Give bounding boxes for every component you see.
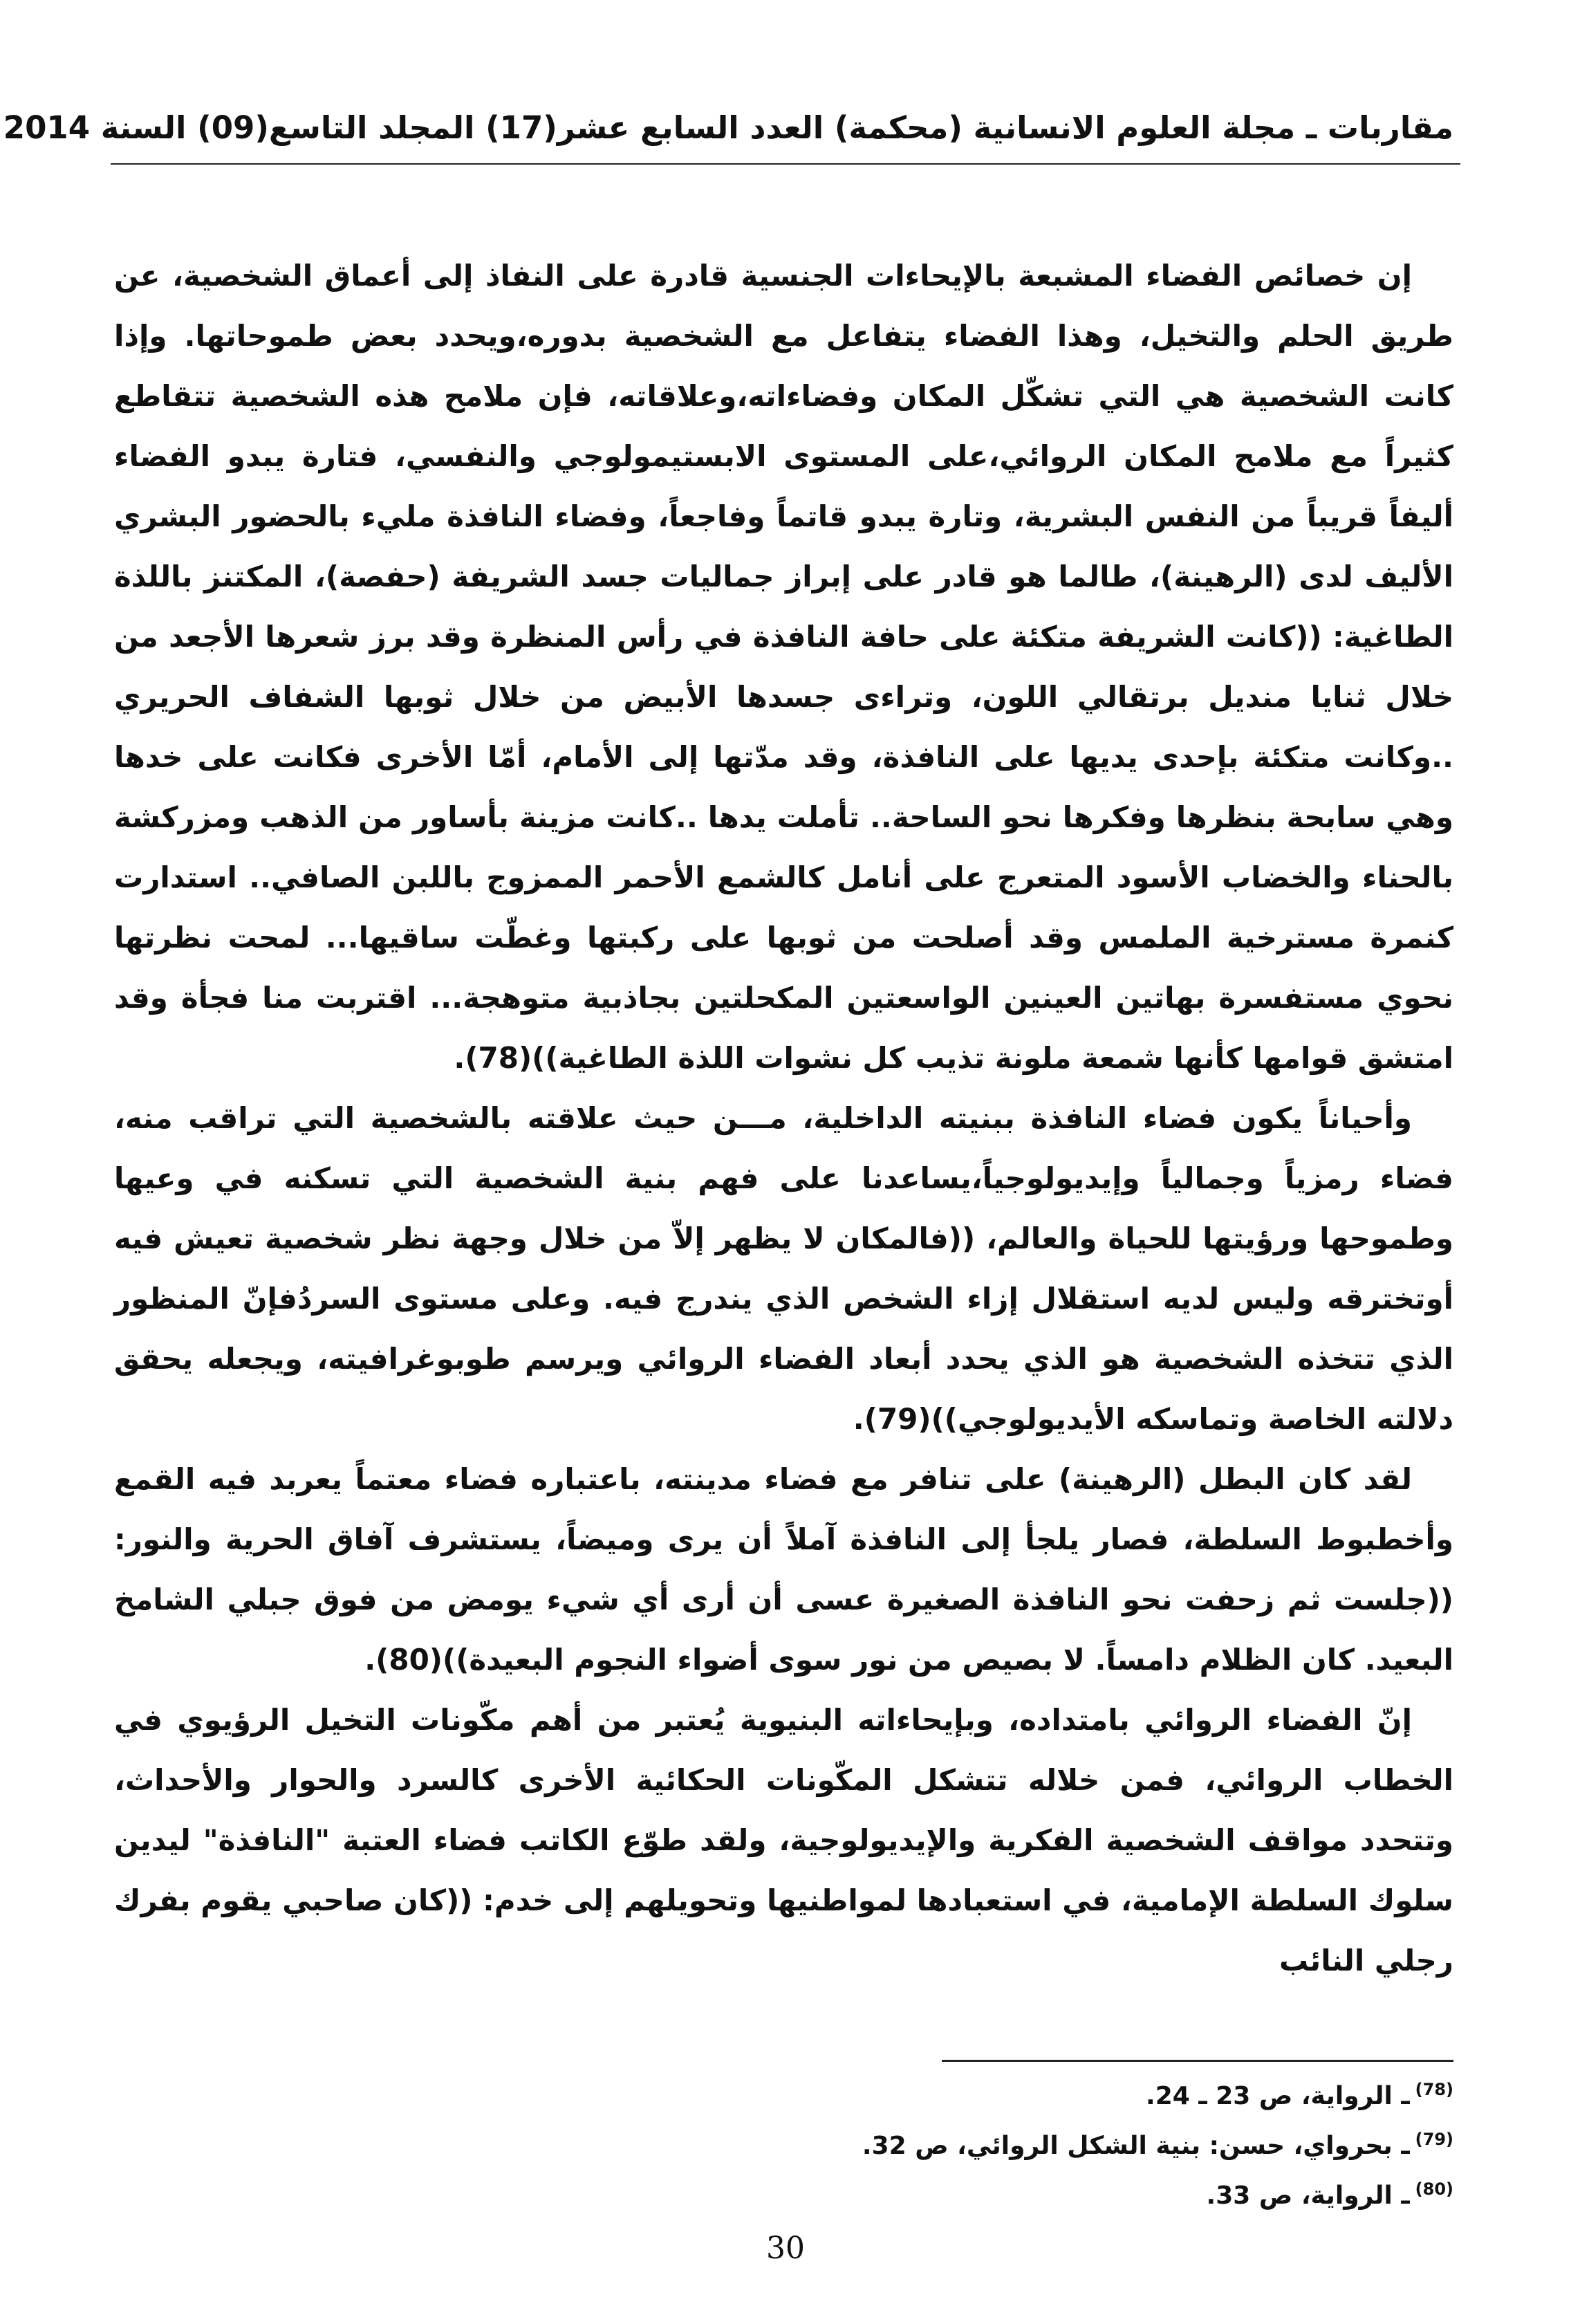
article-body	[114, 246, 1453, 1991]
header-divider	[111, 163, 1460, 165]
paragraph-3: لقد كان البطل (الرهينة) على تنافر مع فضاء مدينته، باعتباره فضاء معتماً يعربد فيه القمع وأخطبوط السلطة، فصار يلجأ إلى النافذة آملاً أن يرى وميضاً، يستشرف آفاق الحرية والنور: ((جلست ثم زحفت نحو النافذة الصغيرة عسى أن أرى أي شيء يومض من فوق جبلي الشامخ البعيد. كان الظلام دامساً. لا بصيص من نور سوى أضواء النجوم البعيدة))(80).	[114, 1462, 1453, 1677]
footnote-number: (78)	[1415, 2080, 1453, 2099]
paragraph-1: إن خصائص الفضاء المشبعة بالإيحاءات الجنسية قادرة على النفاذ إلى أعماق الشخصية، عن طريق الحلم والتخيل، وهذا الفضاء يتفاعل مع الشخصية بدوره،ويحدد بعض طموحاتها. وإذا كانت الشخصية هي التي تشكّل المكان وفضاءاته،وعلاقاته، فإن ملامح هذه الشخصية تتقاطع كثيراً مع ملامح المكان الروائي،على المستوى الابستيمولوجي والنفسي، فتارة يبدو الفضاء أليفاً قريباً من النفس البشرية، وتارة يبدو قاتماً وفاجعاً، وفضاء النافذة مليء بالحضور البشري الأليف لدى (الرهينة)، طالما هو قادر على إبراز جماليات جسد الشريفة (حفصة)، المكتنز باللذة الطاغية: ((كانت الشريفة متكئة على حافة النافذة في رأس المنظرة وقد برز شعرها الأجعد من خلال ثنايا منديل برتقالي اللون، وتراءى جسدها الأبيض من خلال ثوبها الشفاف الحريري ..وكانت متكئة بإحدى يديها على النافذة، وقد مدّتها إلى الأمام، أمّا الأخرى فكانت على خدها وهي سابحة بنظرها وفكرها نحو الساحة.. تأملت يدها ..كانت مزينة بأساور من الذهب ومزركشة بالحناء والخضاب الأسود المتعرج على أنامل كالشمع الأحمر الممزوج باللبن الصافي.. استدارت كنمرة مسترخية الملمس وقد أصلحت من ثوبها على ركبتها وغطّت ساقيها... لمحت نظرتها نحوي مستفسرة بهاتين العينين الواسعتين المكحلتين بجاذبية متوهجة... اقتربت منا فجأة وقد امتشق قوامها كأنها شمعة ملونة تذيب كل نشوات اللذة الطاغية))(78).	[114, 259, 1453, 1075]
footnote-80	[693, 2168, 1453, 2217]
footnote-78	[693, 2068, 1453, 2118]
paragraph-2: وأحياناً يكون فضاء النافذة ببنيته الداخلية، مـــن حيث علاقته بالشخصية التي تراقب منه، فضاء رمزياً وجمالياً وإيديولوجياً،يساعدنا على فهم بنية الشخصية التي تسكنه في وعيها وطموحها ورؤيتها للحياة والعالم، ((فالمكان لا يظهر إلاّ من خلال وجهة نظر شخصية تعيش فيه أوتخترقه وليس لديه استقلال إزاء الشخص الذي يندرج فيه. وعلى مستوى السردُفإنّ المنظور الذي تتخذه الشخصية هو الذي يحدد أبعاد الفضاء الروائي ويرسم طوبوغرافيته، ويجعله يحقق دلالته الخاصة وتماسكه الأيديولوجي))(79).	[114, 1101, 1453, 1436]
footnote-text: ـ الرواية، ص 33.	[1206, 2182, 1410, 2210]
footnote-divider	[942, 2060, 1453, 2062]
running-header: مقاربات ـ مجلة العلوم الانسانية (محكمة) العدد السابع عشر(17) المجلد التاسع(09) السنة 2014	[3, 109, 1453, 146]
footnote-number: (80)	[1415, 2179, 1453, 2199]
footnotes	[693, 2068, 1453, 2217]
footnote-text: ـ الرواية، ص 23 ـ 24.	[1146, 2082, 1410, 2110]
paragraph-4: إنّ الفضاء الروائي بامتداده، وبإيحاءاته البنيوية يُعتبر من أهم مكّونات التخيل الرؤيوي في الخطاب الروائي، فمن خلاله تتشكل المكّونات الحكائية الأخرى كالسرد والحوار والأحداث، وتتحدد مواقف الشخصية الفكرية والإيديولوجية، ولقد طوّع الكاتب فضاء العتبة "النافذة" ليدين سلوك السلطة الإمامية، في استعبادها لمواطنيها وتحويلهم إلى خدم: ((كان صاحبي يقوم بفرك رجلي النائب	[114, 1703, 1453, 1977]
footnote-number: (79)	[1415, 2130, 1453, 2149]
footnote-79	[693, 2118, 1453, 2168]
page-number: 30	[766, 2231, 805, 2266]
footnote-text: ـ بحرواي، حسن: بنية الشكل الروائي، ص 32.	[862, 2132, 1410, 2160]
